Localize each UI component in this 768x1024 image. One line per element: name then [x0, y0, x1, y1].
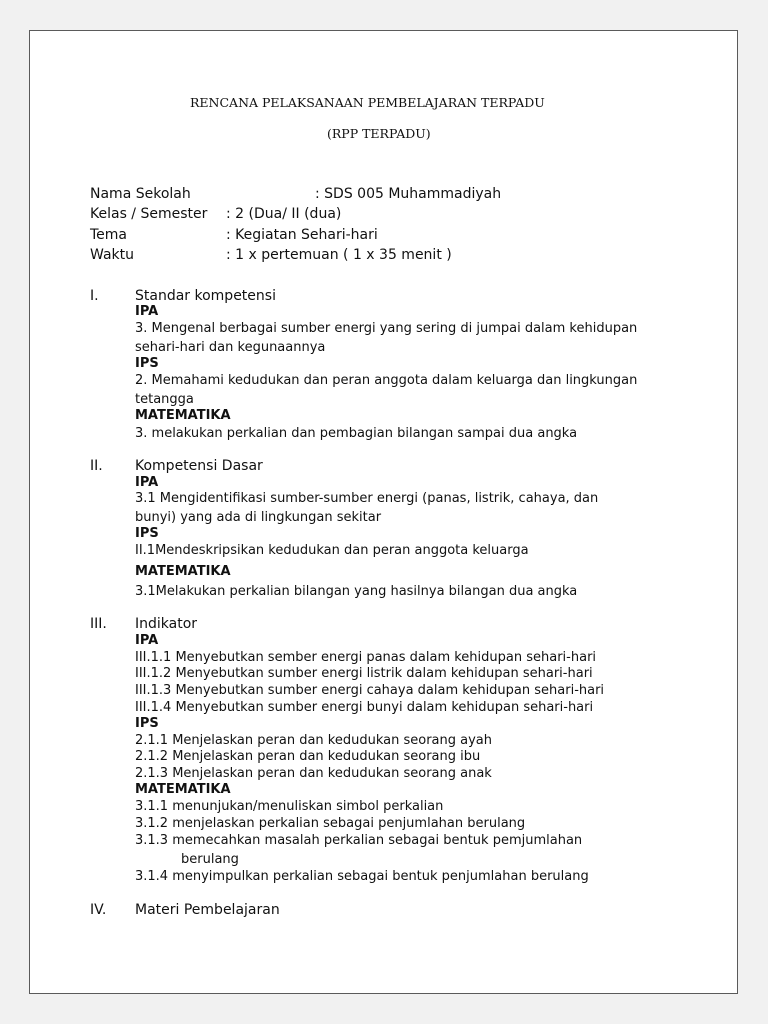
indicator-item: 2.1.1 Menjelaskan peran dan kedudukan seorang ayah: [135, 733, 492, 748]
info-label-time: Waktu: [90, 247, 134, 263]
info-label-school: Nama Sekolah: [90, 186, 191, 202]
info-value-school: : SDS 005 Muhammadiyah: [315, 186, 502, 202]
paragraph-line: 3.1Melakukan perkalian bilangan yang hasilnya bilangan dua angka: [135, 584, 578, 599]
info-value-theme: : Kegiatan Sehari-hari: [226, 227, 378, 243]
subject-label: IPS: [135, 356, 159, 371]
info-label-theme: Tema: [90, 227, 128, 243]
indicator-item: III.1.3 Menyebutkan sumber energi cahaya dalam kehidupan sehari-hari: [135, 683, 605, 698]
section-title: Indikator: [135, 616, 198, 632]
subject-label: IPS: [135, 716, 159, 731]
subject-label: IPS: [135, 526, 159, 541]
subject-label: IPA: [135, 304, 159, 319]
section-title: Standar kompetensi: [135, 288, 276, 304]
indicator-item: 2.1.3 Menjelaskan peran dan kedudukan seorang anak: [135, 766, 492, 781]
subject-label: MATEMATIKA: [135, 564, 231, 579]
indicator-item: III.1.4 Menyebutkan sumber energi bunyi dalam kehidupan sehari-hari: [135, 700, 594, 715]
subject-label: MATEMATIKA: [135, 408, 231, 423]
paragraph-line: 3. Mengenal berbagai sumber energi yang sering di jumpai dalam kehidupan: [135, 321, 638, 336]
subject-label: IPA: [135, 633, 159, 648]
indicator-item: 3.1.4 menyimpulkan perkalian sebagai bentuk penjumlahan berulang: [135, 869, 589, 884]
indicator-item: 2.1.2 Menjelaskan peran dan kedudukan seorang ibu: [135, 749, 481, 764]
document-title: RENCANA PELAKSANAAN PEMBELAJARAN TERPADU: [190, 95, 545, 110]
info-value-class: : 2 (Dua/ II (dua): [226, 206, 342, 222]
section-number: IV.: [90, 902, 107, 918]
info-value-time: : 1 x pertemuan ( 1 x 35 menit ): [226, 247, 452, 263]
paragraph-line: bunyi) yang ada di lingkungan sekitar: [135, 510, 382, 525]
paragraph-line: 3.1 Mengidentifikasi sumber-sumber energi (panas, listrik, cahaya, dan: [135, 491, 599, 506]
paragraph-line: sehari-hari dan kegunaannya: [135, 340, 326, 355]
indicator-item-continuation: berulang: [181, 852, 239, 867]
paragraph-line: 3. melakukan perkalian dan pembagian bilangan sampai dua angka: [135, 426, 578, 441]
subject-label: MATEMATIKA: [135, 782, 231, 797]
subject-label: IPA: [135, 475, 159, 490]
paragraph-line: tetangga: [135, 392, 194, 407]
section-number: I.: [90, 288, 99, 304]
document-subtitle: (RPP TERPADU): [327, 126, 431, 141]
indicator-item: 3.1.2 menjelaskan perkalian sebagai penjumlahan berulang: [135, 816, 526, 831]
section-number: II.: [90, 458, 103, 474]
section-title: Materi Pembelajaran: [135, 902, 280, 918]
section-number: III.: [90, 616, 107, 632]
indicator-item: 3.1.1 menunjukan/menuliskan simbol perkalian: [135, 799, 444, 814]
info-label-class: Kelas / Semester: [90, 206, 208, 222]
paragraph-line: 2. Memahami kedudukan dan peran anggota dalam keluarga dan lingkungan: [135, 373, 638, 388]
indicator-item: III.1.1 Menyebutkan sember energi panas dalam kehidupan sehari-hari: [135, 650, 597, 665]
section-title: Kompetensi Dasar: [135, 458, 263, 474]
indicator-item: 3.1.3 memecahkan masalah perkalian sebagai bentuk pemjumlahan: [135, 833, 583, 848]
paragraph-line: II.1Mendeskripsikan kedudukan dan peran anggota keluarga: [135, 543, 529, 558]
indicator-item: III.1.2 Menyebutkan sumber energi listrik dalam kehidupan sehari-hari: [135, 666, 593, 681]
